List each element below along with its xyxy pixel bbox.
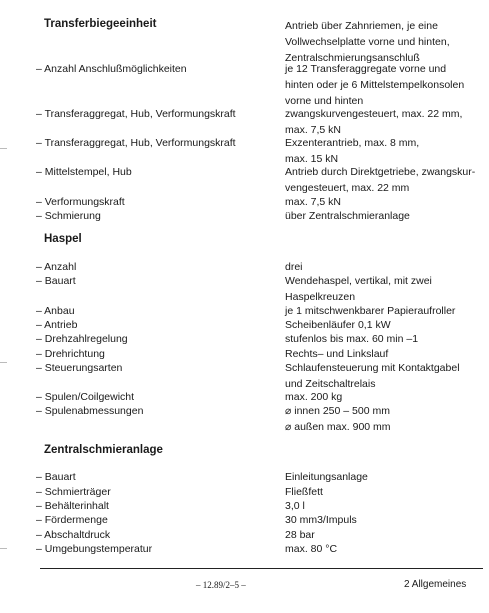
- spec-value-line: Scheibenläufer 0,1 kW: [285, 319, 391, 331]
- spec-value-line: Haspelkreuzen: [285, 291, 356, 303]
- spec-value-line: Antrieb durch Direktgetriebe, zwangskur-: [285, 166, 476, 178]
- spec-label: – Transferaggregat, Hub, Verformungskraft: [36, 137, 236, 149]
- spec-value-line: drei: [285, 261, 303, 273]
- margin-mark: [0, 148, 7, 149]
- spec-value: [285, 360, 483, 392]
- spec-value-line: 30 mm3/Impuls: [285, 514, 357, 526]
- spec-value: [285, 164, 483, 196]
- spec-label: – Umgebungstemperatur: [36, 543, 153, 555]
- spec-value: [285, 273, 483, 305]
- spec-label: – Schmierträger: [36, 486, 111, 498]
- spec-value-line: über Zentralschmieranlage: [285, 210, 410, 222]
- footer-page-number: – 12.89/2–5 –: [196, 580, 246, 590]
- footer-chapter: 2 Allgemeines: [404, 579, 467, 590]
- spec-label: – Anbau: [36, 305, 75, 317]
- spec-value-line: max. 200 kg: [285, 391, 343, 403]
- spec-value-line: vengesteuert, max. 22 mm: [285, 182, 410, 194]
- spec-value-line: max. 15 kN: [285, 153, 339, 165]
- spec-label: – Mittelstempel, Hub: [36, 166, 132, 178]
- spec-label: – Verformungskraft: [36, 196, 125, 208]
- spec-value-line: Schlaufensteuerung mit Kontaktgabel: [285, 362, 460, 374]
- spec-value-line: und Zeitschaltrelais: [285, 378, 376, 390]
- margin-mark: [0, 548, 7, 549]
- spec-label: – Anzahl Anschlußmöglichkeiten: [36, 63, 187, 75]
- spec-value-line: vorne und hinten: [285, 95, 364, 107]
- spec-value-line: Rechts– und Linkslauf: [285, 348, 389, 360]
- section-title: Zentralschmieranlage: [44, 444, 163, 456]
- spec-value: [285, 403, 483, 435]
- spec-label: – Antrieb: [36, 319, 78, 331]
- spec-value-line: Einleitungsanlage: [285, 471, 368, 483]
- spec-value-line: Wendehaspel, vertikal, mit zwei: [285, 275, 432, 287]
- spec-value: [285, 106, 483, 138]
- spec-value-line: max. 7,5 kN: [285, 124, 342, 136]
- section-title: Transferbiegeeinheit: [44, 18, 157, 30]
- spec-label: – Spulen/Coilgewicht: [36, 391, 135, 403]
- spec-value-line: stufenlos bis max. 60 min –1: [285, 333, 419, 345]
- spec-value: [285, 18, 483, 66]
- section-title: Haspel: [44, 233, 82, 245]
- spec-value-line: 3,0 l: [285, 500, 305, 512]
- spec-label: – Drehrichtung: [36, 348, 105, 360]
- spec-label: – Behälterinhalt: [36, 500, 109, 512]
- spec-value: [285, 135, 483, 167]
- spec-label: – Transferaggregat, Hub, Verformungskraft: [36, 108, 236, 120]
- spec-value: [285, 208, 483, 224]
- spec-value: [285, 541, 483, 557]
- spec-value-line: Fließfett: [285, 486, 323, 498]
- spec-value-line: je 1 mitschwenkbarer Papieraufroller: [285, 305, 456, 317]
- spec-label: – Fördermenge: [36, 514, 108, 526]
- spec-value-line: je 12 Transferaggregate vorne und: [285, 63, 447, 75]
- spec-value-line: 28 bar: [285, 529, 315, 541]
- spec-label: – Anzahl: [36, 261, 77, 273]
- spec-value-line: ⌀ innen 250 – 500 mm: [285, 405, 390, 417]
- spec-value-line: Antrieb über Zahnriemen, je eine: [285, 20, 438, 32]
- spec-value-line: hinten oder je 6 Mittelstempelkonsolen: [285, 79, 465, 91]
- spec-value-line: ⌀ außen max. 900 mm: [285, 421, 391, 433]
- spec-value-line: zwangskurvengesteuert, max. 22 mm,: [285, 108, 463, 120]
- spec-label: – Drehzahlregelung: [36, 333, 128, 345]
- spec-value-line: max. 7,5 kN: [285, 196, 342, 208]
- spec-value: [285, 469, 483, 485]
- spec-value: [285, 331, 483, 347]
- spec-label: – Spulenabmessungen: [36, 405, 144, 417]
- spec-value: [285, 512, 483, 528]
- spec-value-line: Zentralschmierungsanschluß: [285, 52, 420, 64]
- spec-value: [285, 61, 483, 109]
- margin-mark: [0, 362, 7, 363]
- spec-label: – Steuerungsarten: [36, 362, 123, 374]
- spec-label: – Bauart: [36, 471, 76, 483]
- spec-value-line: Exzenterantrieb, max. 8 mm,: [285, 137, 420, 149]
- footer-rule: [40, 568, 483, 569]
- spec-label: – Abschaltdruck: [36, 529, 111, 541]
- spec-value-line: Vollwechselplatte vorne und hinten,: [285, 36, 450, 48]
- spec-label: – Bauart: [36, 275, 76, 287]
- spec-value-line: max. 80 °C: [285, 543, 338, 555]
- spec-label: – Schmierung: [36, 210, 101, 222]
